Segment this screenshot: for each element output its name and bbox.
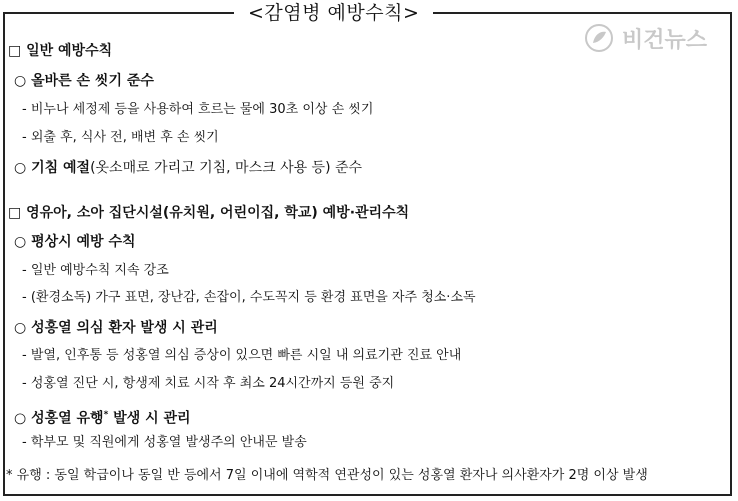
list-item: - 외출 후, 식사 전, 배변 후 손 씻기 [22, 130, 219, 145]
footnote-marker: * [103, 410, 109, 420]
section1-heading: □ 일반 예방수칙 [8, 43, 113, 59]
footnote: * 유행 : 동일 학급이나 동일 반 등에서 7일 이내에 역학적 연관성이 있는 성홍열 환자나 의사환자가 2명 이상 발생 [6, 468, 648, 483]
list-item: - 성홍열 진단 시, 항생제 치료 시작 후 최소 24시간까지 등원 중지 [22, 376, 395, 391]
watermark [584, 20, 707, 56]
cough-heading-bold: ○ 기침 예절 [14, 160, 91, 176]
list-item: - 일반 예방수칙 지속 강조 [22, 263, 169, 278]
outbreak-heading [14, 405, 191, 429]
hand-washing-heading: ○ 올바른 손 씻기 준수 [14, 73, 154, 89]
watermark-text: 비건뉴스 [622, 27, 708, 53]
cough-heading-rest: (옷소매로 가리고 기침, 마스크 사용 등) 준수 [90, 160, 363, 176]
list-item: - 학부모 및 직원에게 성홍열 발생주의 안내문 발송 [22, 435, 307, 450]
normal-prevention-heading: ○ 평상시 예방 수칙 [14, 234, 136, 250]
outbreak-heading-b: 발생 시 관리 [108, 410, 191, 427]
page-title: <감염병 예방수칙> [234, 0, 433, 26]
outbreak-heading-a: ○ 성홍열 유행 [14, 410, 104, 427]
list-item: - 발열, 인후통 등 성홍열 의심 증상이 있으면 빠른 시일 내 의료기관 진료 안내 [22, 348, 462, 363]
section2-heading: □ 영유아, 소아 집단시설(유치원, 어린이집, 학교) 예방·관리수칙 [8, 205, 410, 221]
cough-etiquette-heading [14, 158, 362, 178]
suspected-case-heading: ○ 성홍열 의심 환자 발생 시 관리 [14, 320, 218, 336]
vegan-news-logo-icon [584, 23, 614, 53]
list-item: - 비누나 세정제 등을 사용하여 흐르는 물에 30초 이상 손 씻기 [22, 102, 374, 117]
list-item: - (환경소독) 가구 표면, 장난감, 손잡이, 수도꼭지 등 환경 표면을 자주 청소·소독 [22, 290, 476, 305]
